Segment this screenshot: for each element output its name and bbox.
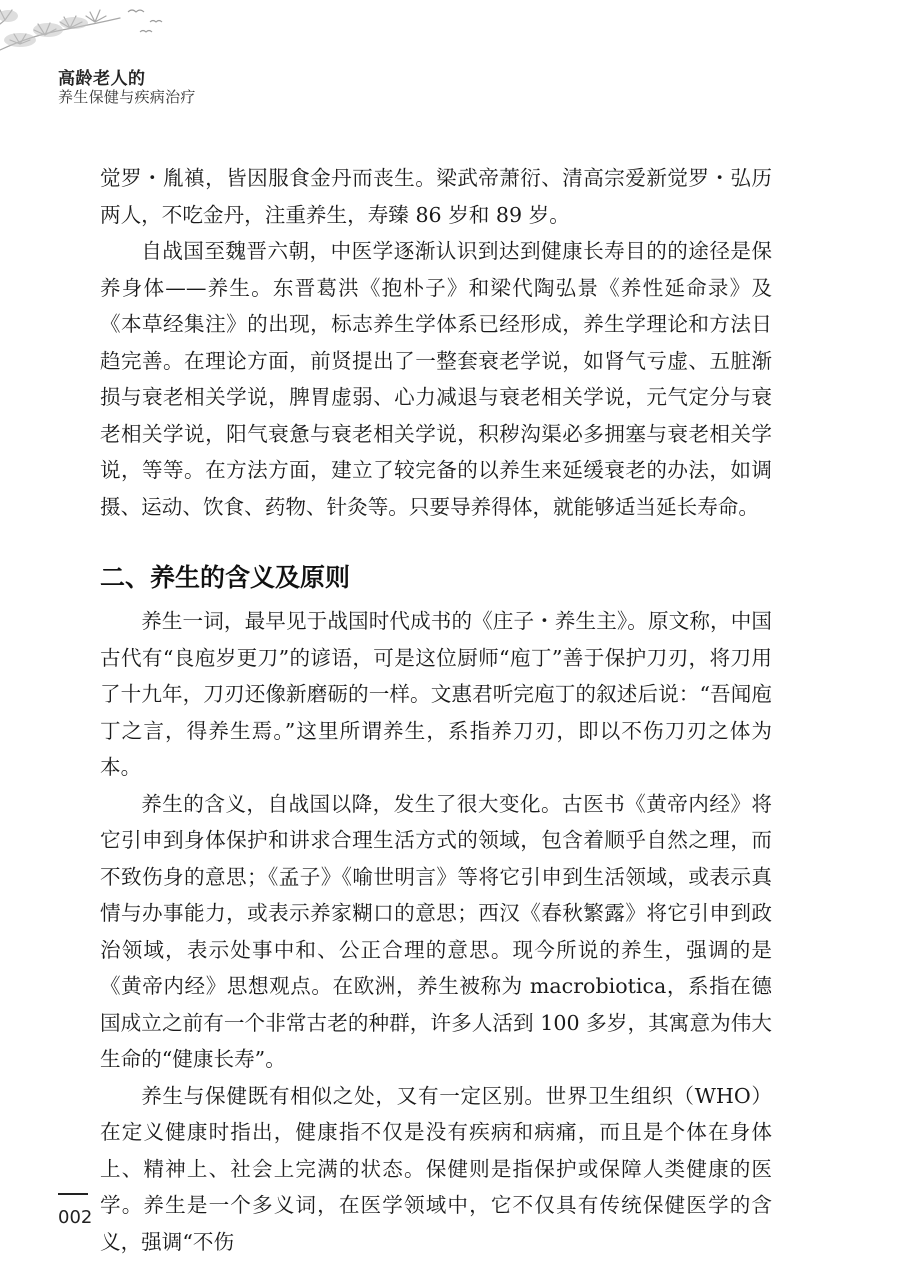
pine-branch-birds-icon — [0, 0, 180, 62]
page-number: 002 — [58, 1207, 93, 1228]
body-paragraph: 养生与保健既有相似之处，又有一定区别。世界卫生组织（WHO）在定义健康时指出，健康指不仅是没有疾病和病痛，而且是个体在身体上、精神上、社会上完满的状态。保健则是指保护或保障人类健康的医学。养生是一个多义词，在医学领域中，它不仅具有传统保健医学的含义，强调“不伤 — [100, 1083, 772, 1254]
page-number-rule — [58, 1193, 88, 1195]
body-paragraph: 自战国至魏晋六朝，中医学逐渐认识到达到健康长寿目的的途径是保养身体——养生。东晋葛洪《抱朴子》和梁代陶弘景《养性延命录》及《本草经集注》的出现，标志养生学体系已经形成，养生学理论和方法日趋完善。在理论方面，前贤提出了一整套衰老学说，如肾气亏虚、五脏渐损与衰老相关学说，脾胃虚弱、心力减退与衰老相关学说，元气定分与衰老相关学说，阳气衰惫与衰老相关学说，积秽沟渠必多拥塞与衰老相关学说，等等。在方法方面，建立了较完备的以养生来延缓衰老的办法，如调摄、运动、饮食、药物、针灸等。只要导养得体，就能够适当延长寿命。 — [100, 239, 772, 519]
running-header-title: 高龄老人的 — [58, 69, 146, 89]
body-paragraph: 养生的含义，自战国以降，发生了很大变化。古医书《黄帝内经》将它引申到身体保护和讲求合理生活方式的领域，包含着顺乎自然之理，而不致伤身的意思；《孟子》《喻世明言》等将它引申到生活领域，或表示真情与办事能力，或表示养家糊口的意思；西汉《春秋繁露》将它引申到政治领域，表示处事中和、公正合理的意思。现今所说的养生，强调的是《黄帝内经》思想观点。在欧洲，养生被称为 macrobiotica，系指在德国成立之前有一个非常古老的种群，许多人活到 100 多岁，其寓意为伟大生命的“健康长寿”。 — [100, 791, 772, 1071]
page-body — [100, 160, 772, 1260]
running-header-subtitle: 养生保健与疾病治疗 — [58, 88, 196, 106]
section-heading: 二、养生的含义及原则 — [100, 563, 351, 592]
body-paragraph: 养生一词，最早见于战国时代成书的《庄子・养生主》。原文称，中国古代有“良庖岁更刀”的谚语，可是这位厨师“庖丁”善于保护刀刃，将刀用了十九年，刀刃还像新磨砺的一样。文惠君听完庖丁的叙述后说：“吾闻庖丁之言，得养生焉。”这里所谓养生，系指养刀刃，即以不伤刀刃之体为本。 — [100, 609, 772, 779]
body-paragraph: 觉罗・胤禛，皆因服食金丹而丧生。梁武帝萧衍、清高宗爱新觉罗・弘历两人，不吃金丹，注重养生，寿臻 86 岁和 89 岁。 — [100, 166, 772, 227]
